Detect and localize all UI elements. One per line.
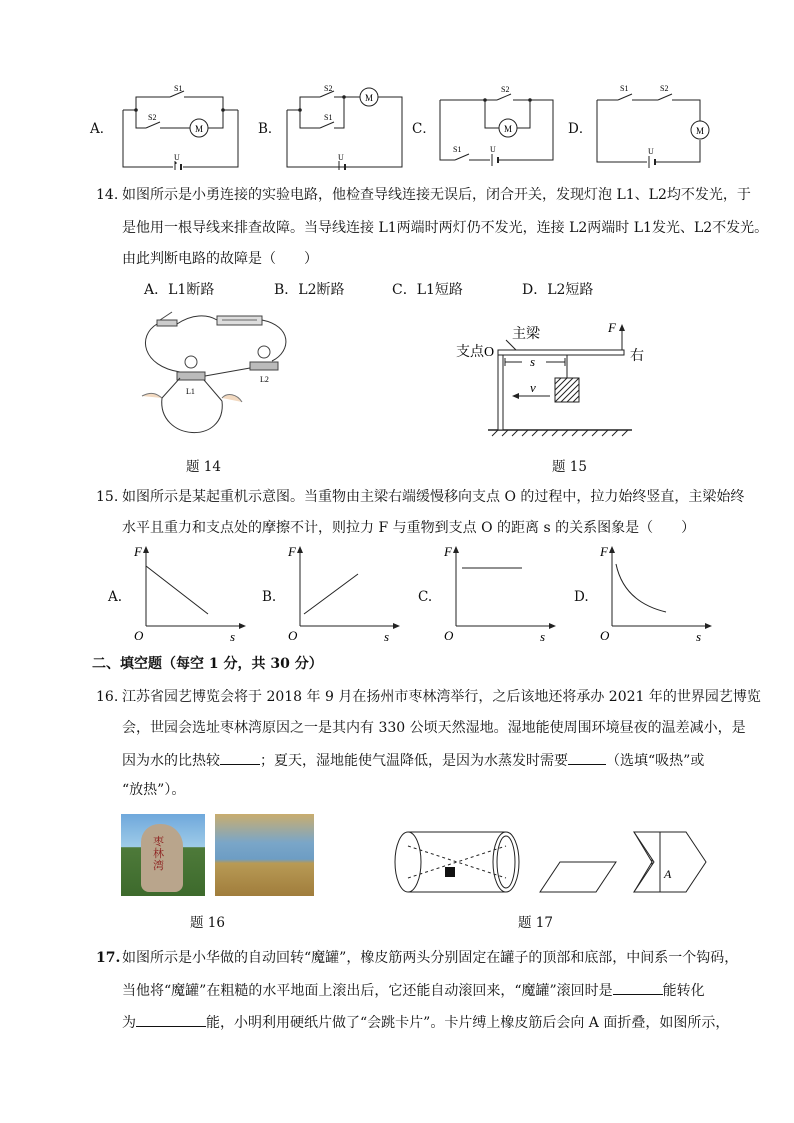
q16-blank-1[interactable] [220, 750, 260, 765]
q16-line-2: 会，世园会选址枣林湾原因之一是其内有 330 公顷天然湿地。湿地能使周围环境昼夜的温差减小，是 [122, 720, 746, 736]
section2-title: 二、填空题（每空 1 分，共 30 分） [92, 656, 323, 672]
q13-option-a-letter: A． [90, 121, 114, 137]
q16-line-1: 江苏省园艺博览会将于 2018 年 9 月在扬州市枣林湾举行，之后该地还将承办 2021 年的世界园艺博览 [122, 689, 761, 705]
q14-option-c: C．L1短路 [392, 282, 463, 298]
q13-b-source: U [338, 153, 344, 162]
q17-blank-1[interactable] [613, 980, 663, 995]
fig15-label-right: 右 [630, 349, 644, 364]
q13-circuit-c [435, 82, 560, 170]
q14-option-b: B．L2断路 [274, 282, 345, 298]
q13-a-s-top: S1 [174, 84, 183, 93]
q15-number: 15. [96, 489, 119, 505]
q15-line-2: 水平且重力和支点处的摩擦不计，则拉力 F 与重物到支点 O 的距离 s 的关系图象是（ ） [122, 520, 696, 536]
q17-line-2 [122, 980, 705, 1000]
q17-line-1: 如图所示是小华做的自动回转“魔罐”，橡皮筋两头分别固定在罐子的顶部和底部，中间系一个钩码， [122, 950, 739, 966]
q15-graph-b-letter: B. [262, 589, 277, 605]
fig15-label-pivot: 支点O [456, 345, 495, 360]
q13-d-source: U [648, 147, 654, 156]
q14-line-2: 是他用一根导线来排查故障。当导线连接 L1两端时两灯仍不发光，连接 L2两端时 L1发光、L2不发光。 [122, 220, 769, 236]
q16-line-3 [122, 750, 704, 770]
q15-graph-a-y: F [134, 544, 142, 559]
fig15-label-force: F [608, 320, 616, 335]
q13-options-row [90, 82, 740, 172]
q17-line-2b: 能转化 [662, 983, 705, 999]
q15-graph-c-y: F [444, 544, 452, 559]
q14-option-d: D．L2短路 [522, 282, 594, 298]
q15-graph-a [132, 542, 252, 642]
q15-graph-b-line [304, 574, 358, 614]
q16-line-3b: ；夏天，湿地能使气温降低，是因为水蒸发时需要 [260, 753, 568, 769]
q15-graph-d-letter: D. [574, 589, 589, 605]
fig14-label-l1: L1 [186, 387, 195, 396]
q17-line-3a: 为 [122, 1015, 136, 1031]
fig17-magic-can-diagram [390, 826, 720, 902]
fig17-caption: 题 17 [518, 915, 553, 931]
q14-number: 14. [96, 187, 119, 203]
q14-line-1: 如图所示是小勇连接的实验电路，他检查导线连接无误后，闭合开关，发现灯泡 L1、L2均不发光，于 [122, 187, 751, 203]
fig16-caption: 题 16 [190, 915, 225, 931]
q14-line-3: 由此判断电路的故障是（ ） [122, 251, 318, 267]
q15-graph-a-line [146, 566, 208, 614]
q13-b-s-mid: S1 [324, 113, 333, 122]
q13-option-d-letter: D． [568, 121, 593, 137]
q13-b-motor: M [365, 93, 374, 103]
q13-a-source: U [174, 153, 180, 162]
q13-c-s-mid: S1 [453, 145, 462, 154]
q15-graph-d [598, 542, 718, 642]
fig14-label-l2: L2 [260, 375, 269, 384]
q15-graph-d-curve [616, 564, 666, 612]
q17-number: 17. [96, 950, 121, 966]
fig14-circuit-sketch [132, 306, 302, 448]
q17-blank-2[interactable] [136, 1012, 206, 1027]
q15-graph-c-letter: C. [418, 589, 433, 605]
q13-option-b-letter: B． [258, 121, 282, 137]
q15-line-1: 如图所示是某起重机示意图。当重物由主梁右端缓慢移向支点 O 的过程中，拉力始终竖直，主梁始终 [122, 489, 745, 505]
q13-d-s-mid: S2 [660, 84, 669, 93]
fig16-photo-stone [121, 814, 205, 896]
fig15-crane-diagram [450, 318, 650, 438]
fig15-label-v: v [530, 380, 536, 395]
fig17-label-a: A [664, 867, 672, 881]
q15-graph-c-x: s [540, 629, 546, 642]
q15-graph-a-origin: O [134, 628, 144, 642]
fig15-label-beam: 主梁 [512, 327, 540, 342]
q17-line-3 [122, 1012, 729, 1032]
fig15-label-s: s [530, 354, 536, 369]
fig16-stone-text: 枣林湾 [153, 835, 164, 872]
q13-circuit-d [592, 82, 717, 170]
q16-line-4: “放热”）。 [122, 782, 186, 798]
fig15-caption: 题 15 [552, 459, 587, 475]
fig16-photo-wetland [215, 814, 314, 896]
q15-graph-d-origin: O [600, 628, 610, 642]
q13-d-motor: M [696, 126, 705, 136]
q15-graph-b-y: F [288, 544, 296, 559]
q15-graph-d-x: s [696, 629, 702, 642]
q15-graph-c-origin: O [444, 628, 454, 642]
q16-line-3a: 因为水的比热较 [122, 753, 220, 769]
q13-b-s-top: S2 [324, 84, 333, 93]
q14-option-a: A．L1断路 [144, 282, 215, 298]
q13-c-s-top: S2 [501, 85, 510, 94]
q13-a-motor: M [195, 124, 204, 134]
q16-number: 16. [96, 689, 119, 705]
q15-graphs-row [104, 540, 724, 644]
q15-graph-b [286, 542, 406, 642]
fig14-caption: 题 14 [186, 459, 221, 475]
q17-line-2a: 当他将“魔罐”在粗糙的水平地面上滚出后，它还能自动滚回来，“魔罐”滚回时是 [122, 983, 613, 999]
q16-blank-2[interactable] [568, 750, 606, 765]
q15-graph-b-origin: O [288, 628, 298, 642]
q15-graph-b-x: s [384, 629, 390, 642]
q17-line-3b: 能，小明利用硬纸片做了“会跳卡片”。卡片缚上橡皮筋后会向 A 面折叠，如图所示， [206, 1015, 730, 1031]
q13-option-c-letter: C． [412, 121, 436, 137]
q15-graph-c [442, 542, 562, 642]
q15-graph-a-letter: A. [108, 589, 123, 605]
q13-a-s-mid: S2 [148, 113, 157, 122]
q15-graph-a-x: s [230, 629, 236, 642]
q13-c-motor: M [504, 124, 513, 134]
q13-circuit-b [282, 82, 407, 170]
q13-c-source: U [490, 145, 496, 154]
q15-graph-d-y: F [600, 544, 608, 559]
q16-line-3c: （选填“吸热”或 [606, 753, 705, 769]
q13-d-s-top: S1 [620, 84, 629, 93]
q13-circuit-a [118, 82, 243, 170]
